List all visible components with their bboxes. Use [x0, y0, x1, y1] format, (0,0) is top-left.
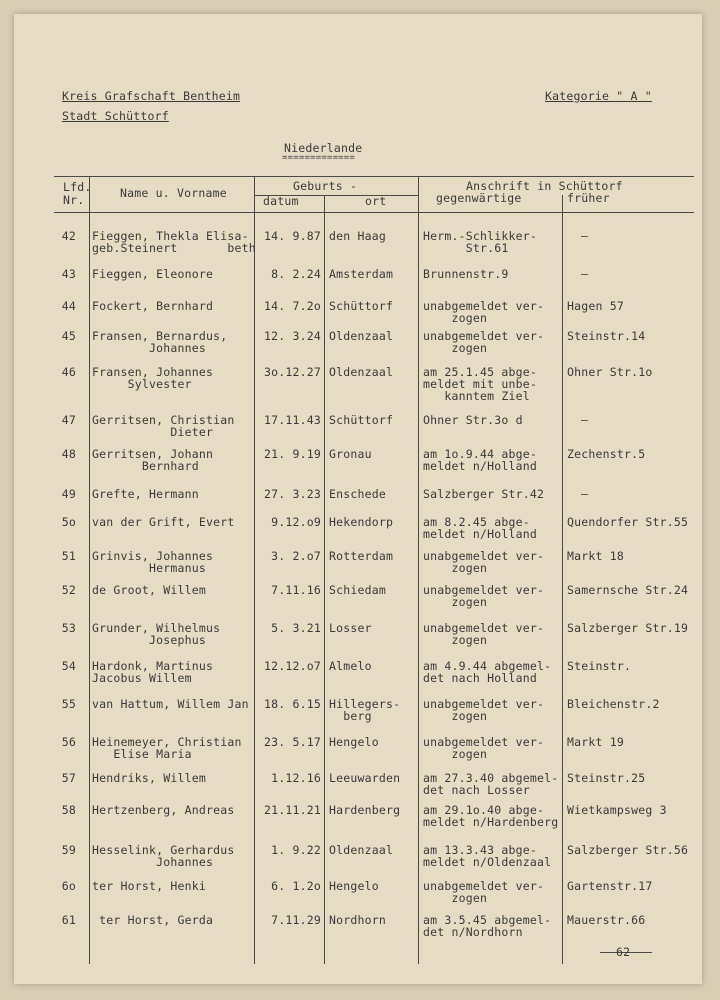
row-birth-place: Leeuwarden [329, 771, 401, 785]
row-number: 52 [61, 583, 76, 597]
row-number: 55 [61, 697, 76, 711]
row-number: 56 [61, 735, 76, 749]
row-current-address: am 8.2.45 abge- [423, 515, 530, 529]
row-current-address: unabgemeldet ver- [423, 583, 545, 597]
row-number: 54 [61, 659, 76, 673]
row-current-address: zogen [423, 747, 488, 761]
row-name: geb.Steinert beth [92, 241, 256, 255]
row-birth-place: Hardenberg [329, 803, 401, 817]
col-divider-1 [89, 176, 90, 964]
row-previous-address: Wietkampsweg 3 [567, 803, 667, 817]
row-number: 45 [61, 329, 76, 343]
col-divider-2 [254, 176, 255, 964]
row-current-address: am 1o.9.44 abge- [423, 447, 537, 461]
row-current-address: am 25.1.45 abge- [423, 365, 537, 379]
row-previous-address: Salzberger Str.19 [567, 621, 689, 635]
row-birth-place: Oldenzaal [329, 843, 394, 857]
row-birth-place: Hillegers- [329, 697, 401, 711]
row-birth-place: berg [329, 709, 372, 723]
col-header-datum: datum [263, 194, 299, 208]
row-current-address: zogen [423, 633, 488, 647]
row-current-address: zogen [423, 709, 488, 723]
row-name: van Hattum, Willem Jan [92, 697, 249, 711]
row-birth-place: Almelo [329, 659, 372, 673]
row-previous-address: Gartenstr.17 [567, 879, 653, 893]
row-birth-place: Oldenzaal [329, 329, 394, 343]
country-heading: Niederlande [284, 141, 363, 155]
row-birth-place: Losser [329, 621, 372, 635]
row-current-address: zogen [423, 891, 488, 905]
row-name: ter Horst, Henki [92, 879, 206, 893]
row-name: Grefte, Hermann [92, 487, 199, 501]
row-number: 49 [61, 487, 76, 501]
row-name: Elise Maria [92, 747, 192, 761]
row-number: 6o [61, 879, 76, 893]
row-current-address: zogen [423, 561, 488, 575]
row-previous-address: Ohner Str.1o [567, 365, 653, 379]
row-current-address: unabgemeldet ver- [423, 549, 545, 563]
row-name: Gerritsen, Johann [92, 447, 214, 461]
row-name: Grunder, Wilhelmus [92, 621, 221, 635]
row-birth-place: Hengelo [329, 879, 379, 893]
row-current-address: det n/Nordhorn [423, 925, 523, 939]
row-birth-date: 21.11.21 [264, 803, 321, 817]
row-birth-place: Schüttorf [329, 413, 394, 427]
row-birth-date: 14. 9.87 [264, 229, 321, 243]
row-name: de Groot, Willem [92, 583, 206, 597]
row-number: 51 [61, 549, 76, 563]
row-birth-date: 6. 1.2o [271, 879, 321, 893]
row-name: Hermanus [92, 561, 206, 575]
row-birth-place: den Haag [329, 229, 386, 243]
col-header-anschrift: Anschrift in Schüttorf [466, 179, 623, 193]
row-number: 61 [61, 913, 76, 927]
row-number: 47 [61, 413, 76, 427]
row-previous-address: Markt 19 [567, 735, 624, 749]
row-current-address: Herm.-Schlikker- [423, 229, 537, 243]
row-name: Dieter [92, 425, 214, 439]
row-number: 57 [61, 771, 76, 785]
row-birth-place: Hengelo [329, 735, 379, 749]
row-current-address: det nach Losser [423, 783, 530, 797]
page-number: 62 [616, 945, 631, 959]
row-birth-place: Gronau [329, 447, 372, 461]
row-number: 42 [61, 229, 76, 243]
row-number: 58 [61, 803, 76, 817]
row-current-address: meldet n/Holland [423, 459, 537, 473]
row-current-address: det nach Holland [423, 671, 537, 685]
row-previous-address: Steinstr.25 [567, 771, 646, 785]
category-heading: Kategorie " A " [545, 89, 652, 103]
row-birth-date: 14. 7.2o [264, 299, 321, 313]
row-name: Sylvester [92, 377, 192, 391]
row-name: Josephus [92, 633, 206, 647]
row-birth-date: 1.12.16 [271, 771, 321, 785]
row-birth-date: 18. 6.15 [264, 697, 321, 711]
row-current-address: unabgemeldet ver- [423, 879, 545, 893]
row-current-address: am 4.9.44 abgemel- [423, 659, 552, 673]
col-header-geburts: Geburts - [293, 179, 358, 193]
row-current-address: meldet mit unbe- [423, 377, 537, 391]
row-number: 5o [61, 515, 76, 529]
row-birth-date: 12.12.o7 [264, 659, 321, 673]
row-birth-date: 1. 9.22 [271, 843, 321, 857]
row-previous-address: Bleichenstr.2 [567, 697, 660, 711]
col-divider-4 [418, 176, 419, 964]
row-current-address: unabgemeldet ver- [423, 697, 545, 711]
row-name: Fransen, Bernardus, [92, 329, 228, 343]
row-number: 46 [61, 365, 76, 379]
country-underline: ============= [282, 153, 356, 163]
col-header-lfd: Lfd. [63, 180, 92, 194]
city-heading: Stadt Schüttorf [62, 109, 169, 123]
row-name: Fieggen, Eleonore [92, 267, 214, 281]
row-birth-place: Enschede [329, 487, 386, 501]
row-name: Heinemeyer, Christian [92, 735, 242, 749]
row-current-address: unabgemeldet ver- [423, 621, 545, 635]
row-name: Fransen, Johannes [92, 365, 214, 379]
row-name: ter Horst, Gerda [92, 913, 214, 927]
row-previous-address: — [581, 267, 589, 281]
row-current-address: meldet n/Oldenzaal [423, 855, 552, 869]
row-name: Hardonk, Martinus [92, 659, 214, 673]
row-current-address: meldet n/Hardenberg [423, 815, 559, 829]
row-birth-place: Rotterdam [329, 549, 394, 563]
row-birth-date: 9.12.o9 [271, 515, 321, 529]
row-birth-place: Nordhorn [329, 913, 386, 927]
col-header-ort: ort [365, 194, 387, 208]
row-birth-place: Oldenzaal [329, 365, 394, 379]
row-current-address: am 27.3.40 abgemel- [423, 771, 559, 785]
row-birth-date: 7.11.16 [271, 583, 321, 597]
row-name: Fockert, Bernhard [92, 299, 214, 313]
row-previous-address: Markt 18 [567, 549, 624, 563]
row-birth-date: 3. 2.o7 [271, 549, 321, 563]
row-birth-date: 12. 3.24 [264, 329, 321, 343]
row-current-address: Brunnenstr.9 [423, 267, 509, 281]
row-current-address: Ohner Str.3o d [423, 413, 523, 427]
row-previous-address: — [581, 487, 589, 501]
col-header-name: Name u. Vorname [120, 186, 227, 200]
row-birth-place: Hekendorp [329, 515, 394, 529]
row-current-address: Salzberger Str.42 [423, 487, 545, 501]
row-number: 59 [61, 843, 76, 857]
col-divider-3 [324, 195, 325, 964]
row-number: 48 [61, 447, 76, 461]
table-top-rule [54, 176, 694, 177]
row-birth-date: 3o.12.27 [264, 365, 321, 379]
col-header-gegenwaertige: gegenwärtige [436, 191, 522, 205]
row-current-address: meldet n/Holland [423, 527, 537, 541]
row-previous-address: — [581, 413, 589, 427]
row-name: Hesselink, Gerhardus [92, 843, 235, 857]
row-birth-date: 27. 3.23 [264, 487, 321, 501]
row-birth-place: Schüttorf [329, 299, 394, 313]
row-current-address: zogen [423, 311, 488, 325]
row-birth-date: 7.11.29 [271, 913, 321, 927]
row-previous-address: Samernsche Str.24 [567, 583, 689, 597]
row-previous-address: — [581, 229, 589, 243]
row-current-address: am 13.3.43 abge- [423, 843, 537, 857]
row-current-address: kanntem Ziel [423, 389, 530, 403]
row-current-address: zogen [423, 341, 488, 355]
row-name: Fieggen, Thekla Elisa- [92, 229, 249, 243]
row-current-address: Str.61 [423, 241, 509, 255]
col-divider-5 [562, 195, 563, 964]
row-number: 53 [61, 621, 76, 635]
row-current-address: zogen [423, 595, 488, 609]
row-birth-date: 17.11.43 [264, 413, 321, 427]
col-header-frueher: früher [567, 191, 610, 205]
row-name: Hendriks, Willem [92, 771, 206, 785]
row-previous-address: Hagen 57 [567, 299, 624, 313]
row-current-address: unabgemeldet ver- [423, 299, 545, 313]
row-name: Johannes [92, 341, 206, 355]
row-previous-address: Quendorfer Str.55 [567, 515, 689, 529]
row-number: 44 [61, 299, 76, 313]
district-heading: Kreis Grafschaft Bentheim [62, 89, 241, 103]
row-current-address: unabgemeldet ver- [423, 735, 545, 749]
row-previous-address: Steinstr.14 [567, 329, 646, 343]
row-current-address: am 29.1o.40 abge- [423, 803, 545, 817]
row-birth-date: 23. 5.17 [264, 735, 321, 749]
row-name: van der Grift, Evert [92, 515, 235, 529]
row-birth-place: Amsterdam [329, 267, 394, 281]
row-name: Jacobus Willem [92, 671, 192, 685]
row-current-address: unabgemeldet ver- [423, 329, 545, 343]
row-previous-address: Steinstr. [567, 659, 632, 673]
row-birth-place: Schiedam [329, 583, 386, 597]
row-number: 43 [61, 267, 76, 281]
col-header-nr: Nr. [63, 193, 85, 207]
row-previous-address: Salzberger Str.56 [567, 843, 689, 857]
row-name: Bernhard [92, 459, 199, 473]
row-birth-date: 21. 9.19 [264, 447, 321, 461]
row-name: Johannes [92, 855, 214, 869]
row-birth-date: 8. 2.24 [271, 267, 321, 281]
table-header-rule [54, 212, 694, 213]
row-name: Gerritsen, Christian [92, 413, 235, 427]
row-birth-date: 5. 3.21 [271, 621, 321, 635]
row-previous-address: Mauerstr.66 [567, 913, 646, 927]
row-previous-address: Zechenstr.5 [567, 447, 646, 461]
row-name: Grinvis, Johannes [92, 549, 214, 563]
row-name: Hertzenberg, Andreas [92, 803, 235, 817]
row-current-address: am 3.5.45 abgemel- [423, 913, 552, 927]
document-page [14, 14, 702, 984]
